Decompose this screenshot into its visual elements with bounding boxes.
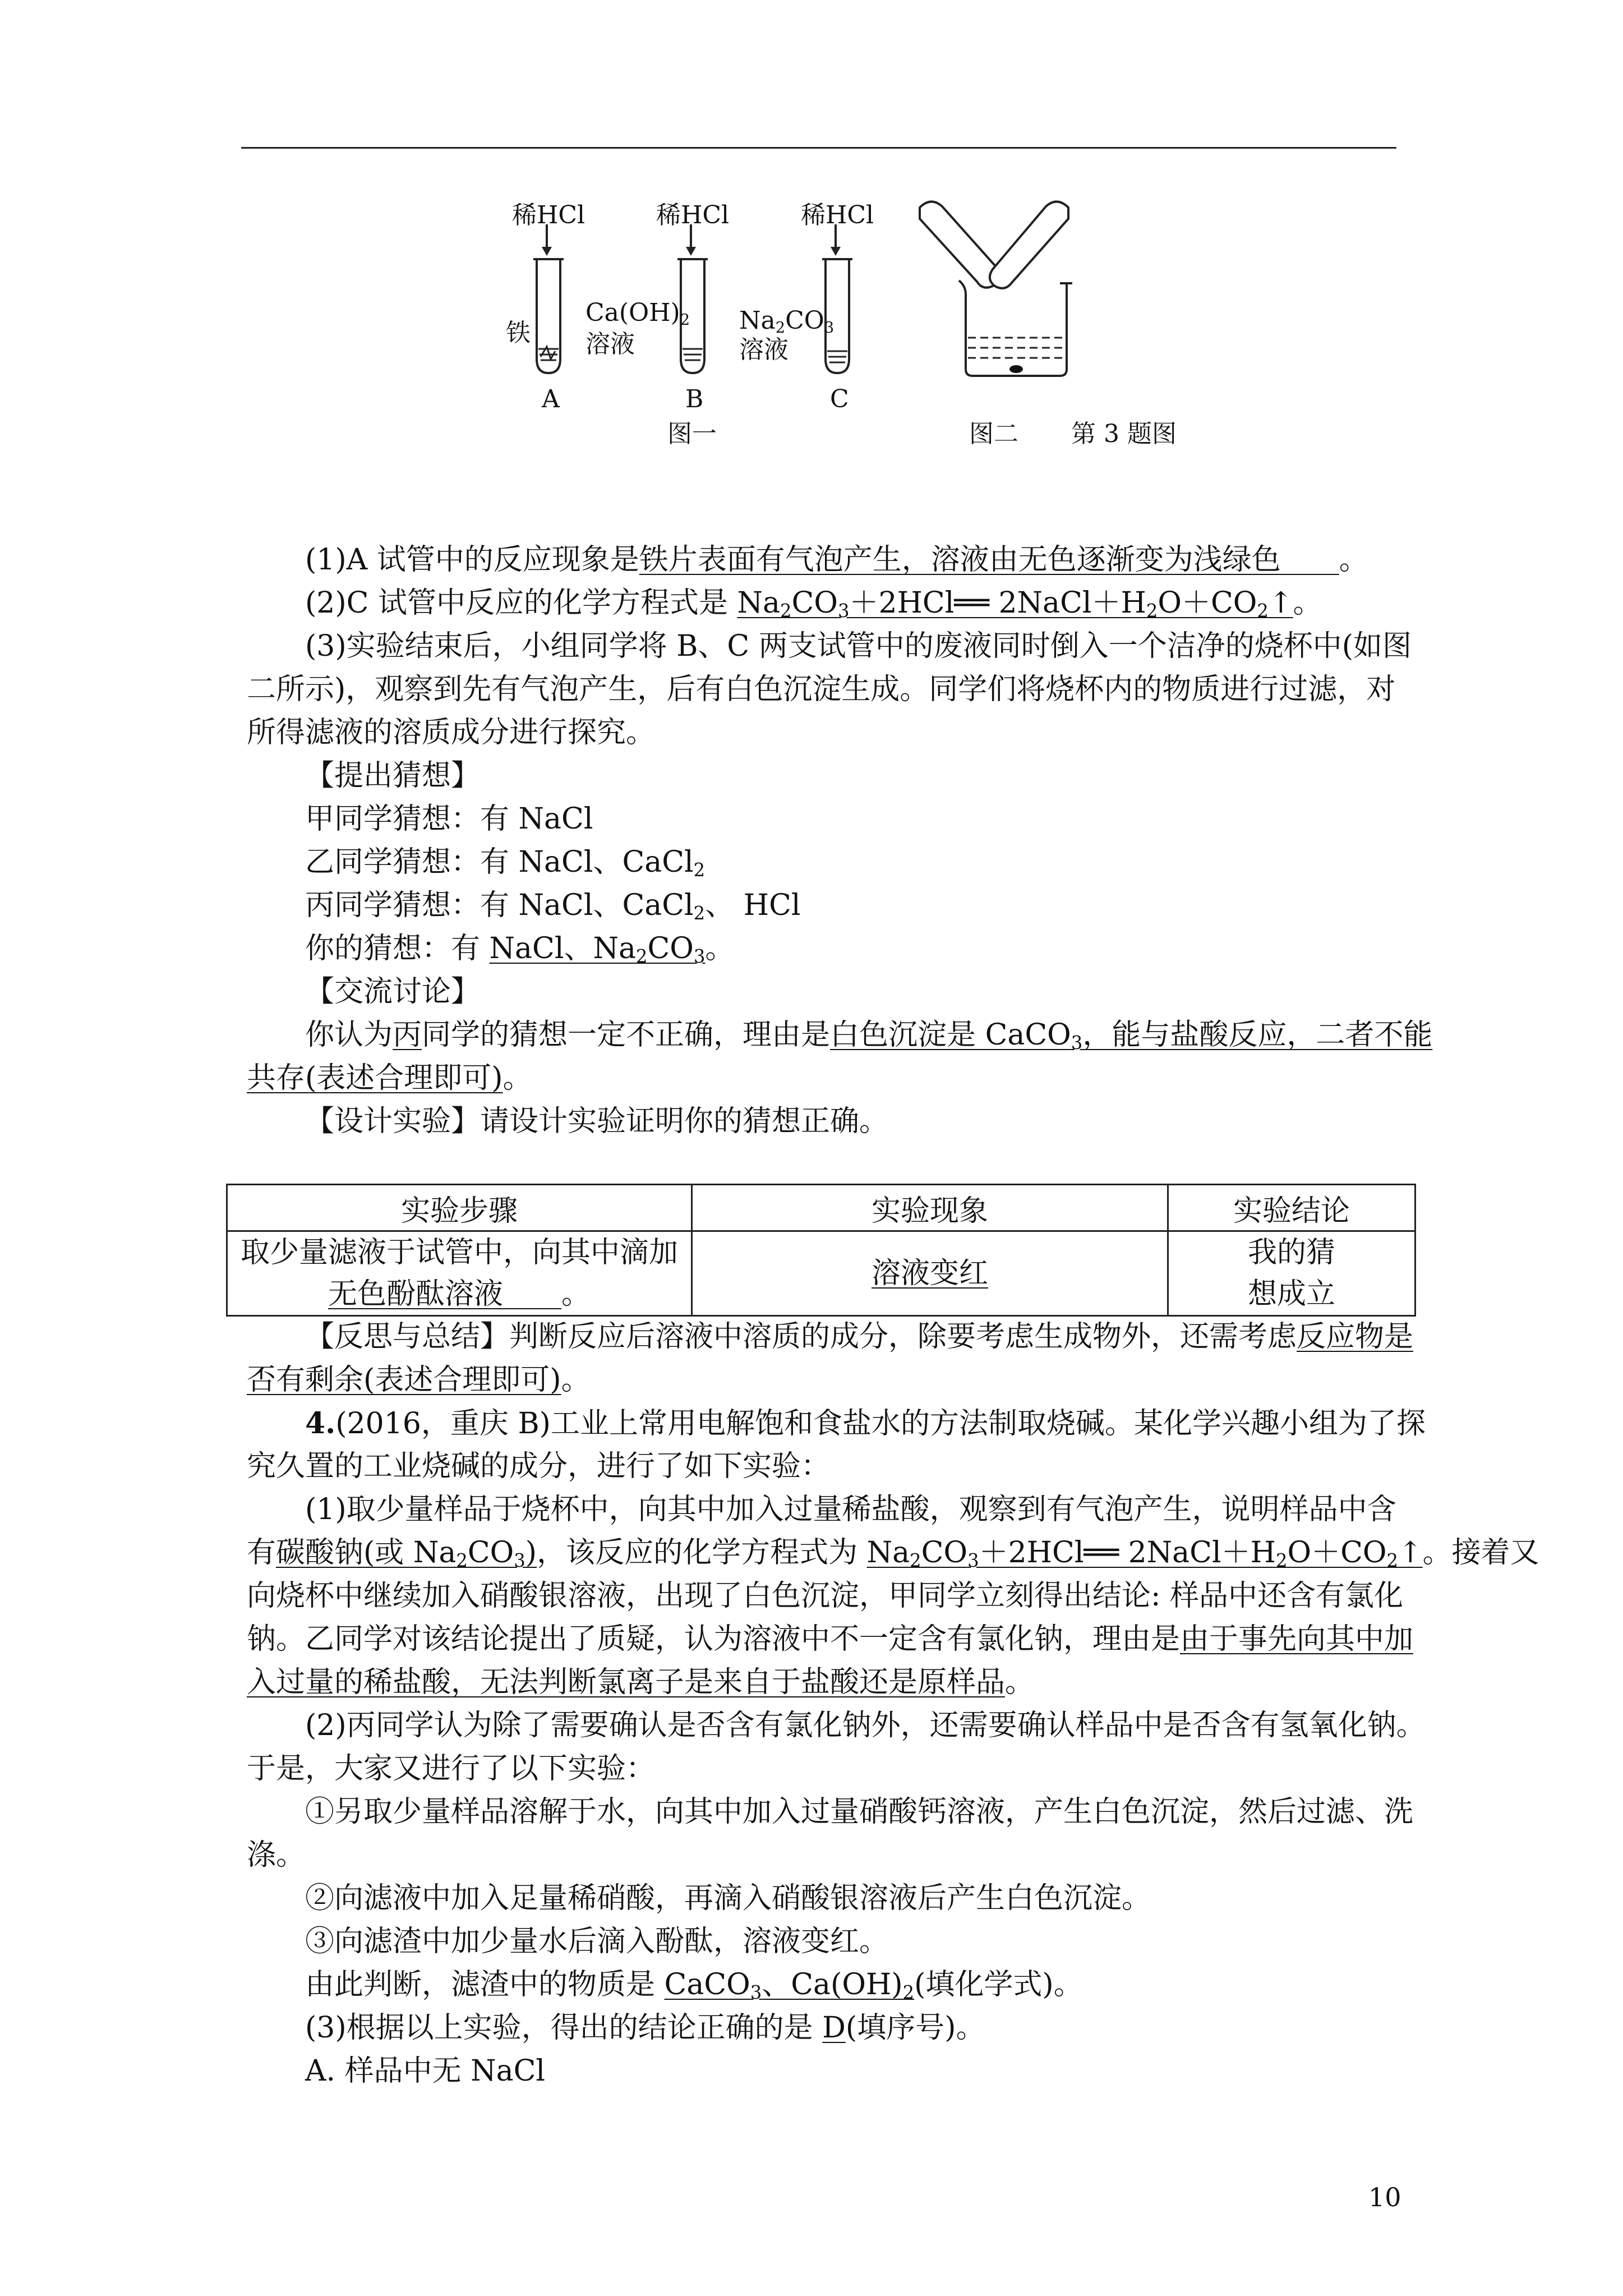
tube-b-label: B: [685, 385, 704, 413]
section-hypothesis: 【提出猜想】: [305, 759, 481, 793]
tube-c-label: C: [830, 385, 849, 413]
q4-step3: ③向滤渣中加少量水后滴入酚酞，溶液变红。: [305, 1925, 889, 1958]
question-3-body: [247, 539, 1433, 1143]
q4-step1-line2: 涤。: [247, 1838, 306, 1872]
answer-blank: 铁片表面有气泡产生，溶液由无色逐渐变为浅绿色: [639, 543, 1281, 577]
arrow-c-head: [831, 247, 841, 256]
q3-part3-line3: 所得滤液的溶质成分进行探究。: [247, 716, 656, 749]
q3-part1: (1)A 试管中的反应现象是铁片表面有气泡产生，溶液由无色逐渐变为浅绿色 。: [305, 543, 1368, 577]
tube-a-label: A: [542, 385, 560, 413]
guess-jia: 甲同学猜想：有 NaCl: [305, 802, 593, 836]
answer-blank: 溶液变红: [871, 1257, 988, 1290]
acid-label-a: 稀HCl: [512, 201, 585, 229]
q3-part3-line1: (3)实验结束后，小组同学将 B、C 两支试管中的废液同时倒入一个洁净的烧杯中(如图: [305, 629, 1412, 663]
header-conclusion: 实验结论: [1168, 1185, 1415, 1231]
cell-phenomenon: [692, 1231, 1168, 1316]
caoh2-solution-label: 溶液: [585, 330, 635, 358]
q4-part1-line2: 有碳酸钠(或 $Na_2CO_3$)，该反应的化学方程式为 $Na_2CO_3+2HCl══$ $2NaCl+H_2O+CO_2↑$。接着又: [247, 1536, 1539, 1572]
precipitate: [1009, 365, 1023, 373]
answer-blank: 无色酚酞溶液: [328, 1277, 503, 1311]
arrow-a-head: [542, 247, 552, 256]
q3-part3-line2: 二所示)，观察到先有气泡产生，后有白色沉淀生成。同学们将烧杯内的物质进行过滤，对: [247, 673, 1396, 706]
figure-2-caption: 图二: [969, 420, 1018, 448]
acid-label-c: 稀HCl: [801, 201, 874, 229]
answer-blank: NaCl、$Na_2CO_3$: [489, 932, 706, 968]
reflection-line1: 【反思与总结】判断反应后溶液中溶质的成分，除要考虑生成物外，还需考虑反应物是: [305, 1320, 1414, 1354]
experiment-figure: [0, 191, 1623, 460]
q4-part1-line3: 向烧杯中继续加入硝酸银溶液，出现了白色沉淀，甲同学立刻得出结论: 样品中还含有氯化: [247, 1579, 1404, 1613]
q3-part2: (2)C 试管中反应的化学方程式是 $Na_2CO_3+2HCl══$ $2NaCl+H_2O+CO_2↑$。: [305, 586, 1322, 622]
q4-part1-line5: 入过量的稀盐酸，无法判断氯离子是来自于盐酸还是原样品。: [247, 1665, 1035, 1699]
header-steps: 实验步骤: [227, 1185, 692, 1231]
answer-blank: 丙: [393, 1018, 422, 1052]
header-phenomenon: 实验现象: [692, 1185, 1168, 1231]
q4-part3: (3)根据以上实验，得出的结论正确的是 D(填序号)。: [305, 2011, 985, 2045]
question-number: 4.: [305, 1406, 336, 1441]
q4-part1-line4: 钠。乙同学对该结论提出了质疑，认为溶液中不一定含有氯化钠，理由是由于事先向其中加: [247, 1622, 1414, 1656]
arrow-b-head: [686, 247, 696, 256]
table-row: [227, 1231, 1415, 1316]
pouring-tubes: [920, 201, 1068, 288]
q4-option-a: A. 样品中无 NaCl: [305, 2054, 546, 2088]
figure-title-caption: 第 3 题图: [1071, 420, 1177, 448]
answer-blank: CaCO$_3$、$Ca(OH)_2$: [664, 1968, 915, 2004]
q4-part2-conclusion: 由此判断，滤渣中的物质是 CaCO$_3$、$Ca(OH)_2$(填化学式)。: [305, 1968, 1083, 2004]
caoh2-label: $Ca(OH)_2$: [585, 298, 690, 329]
guess-bing: 丙同学猜想：有 NaCl、CaCl$_2$、 HCl: [305, 889, 801, 924]
answer-blank: 否有剩余(表述合理即可): [247, 1363, 561, 1397]
q4-intro-line1: 4.(2016，重庆 B)工业上常用电解饱和食盐水的方法制取烧碱。某化学兴趣小组为了探: [305, 1406, 1426, 1441]
table-header-row: [227, 1185, 1415, 1231]
discussion-line2: 共存(表述合理即可)。: [247, 1061, 532, 1095]
iron-label: 铁: [506, 319, 531, 347]
section-design: 【设计实验】请设计实验证明你的猜想正确。: [305, 1105, 889, 1138]
page-number: 10: [1368, 2182, 1401, 2212]
question-4-body: [247, 1315, 1539, 2093]
answer-blank: 反应物是: [1297, 1320, 1414, 1354]
answer-blank: 共存(表述合理即可): [247, 1061, 503, 1095]
answer-blank: $Na_2CO_3+2HCl══$ $2NaCl+H_2O+CO_2↑$: [866, 1536, 1423, 1572]
discussion-line1: 你认为丙同学的猜想一定不正确，理由是白色沉淀是 CaCO$_3$，能与盐酸反应，二者不能: [305, 1018, 1433, 1054]
cell-conclusion: 我的猜 想成立: [1168, 1231, 1415, 1316]
reflection-line2: 否有剩余(表述合理即可)。: [247, 1363, 591, 1397]
answer-blank: D: [822, 2011, 846, 2045]
beaker: [959, 280, 1072, 376]
acid-label-b: 稀HCl: [656, 201, 730, 229]
na2co3-solution-label: 溶液: [739, 335, 789, 364]
answer-blank: 白色沉淀是 CaCO$_3$，能与盐酸反应，二者不能: [830, 1018, 1433, 1054]
guess-yi: 乙同学猜想：有 NaCl、CaCl$_2$: [305, 845, 706, 881]
q4-step2: ②向滤液中加入足量稀硝酸，再滴入硝酸银溶液后产生白色沉淀。: [305, 1881, 1151, 1915]
guess-yours: 你的猜想：有 NaCl、$Na_2CO_3$。: [305, 932, 735, 968]
answer-blank: 由于事先向其中加: [1180, 1622, 1414, 1656]
answer-blank: 入过量的稀盐酸，无法判断氯离子是来自于盐酸还是原样品: [247, 1665, 1006, 1699]
q4-part2-line1: (2)丙同学认为除了需要确认是否含有氯化钠外，还需要确认样品中是否含有氢氧化钠。: [305, 1709, 1426, 1742]
na2co3-label: $Na_2CO_3$: [739, 306, 834, 337]
q4-part1-line1: (1)取少量样品于烧杯中，向其中加入过量稀盐酸，观察到有气泡产生，说明样品中含: [305, 1493, 1396, 1526]
q4-part2-line2: 于是，大家又进行了以下实验：: [247, 1752, 656, 1786]
figure-1-caption: 图一: [667, 420, 717, 448]
section-discussion: 【交流讨论】: [305, 975, 481, 1009]
q4-step1-line1: ①另取少量样品溶解于水，向其中加入过量硝酸钙溶液，产生白色沉淀，然后过滤、洗: [305, 1795, 1414, 1829]
header-rule: [241, 147, 1396, 149]
answer-blank: 碳酸钠(或 $Na_2CO_3$): [276, 1536, 537, 1572]
q4-intro-line2: 究久置的工业烧碱的成分，进行了如下实验：: [247, 1450, 831, 1483]
beaker-liquid: [968, 338, 1064, 358]
cell-step: 取少量滤液于试管中，向其中滴加 无色酚酞溶液 。: [227, 1231, 692, 1316]
answer-blank: $Na_2CO_3+2HCl══$ $2NaCl+H_2O+CO_2↑$: [737, 586, 1293, 622]
experiment-table: [226, 1184, 1416, 1317]
